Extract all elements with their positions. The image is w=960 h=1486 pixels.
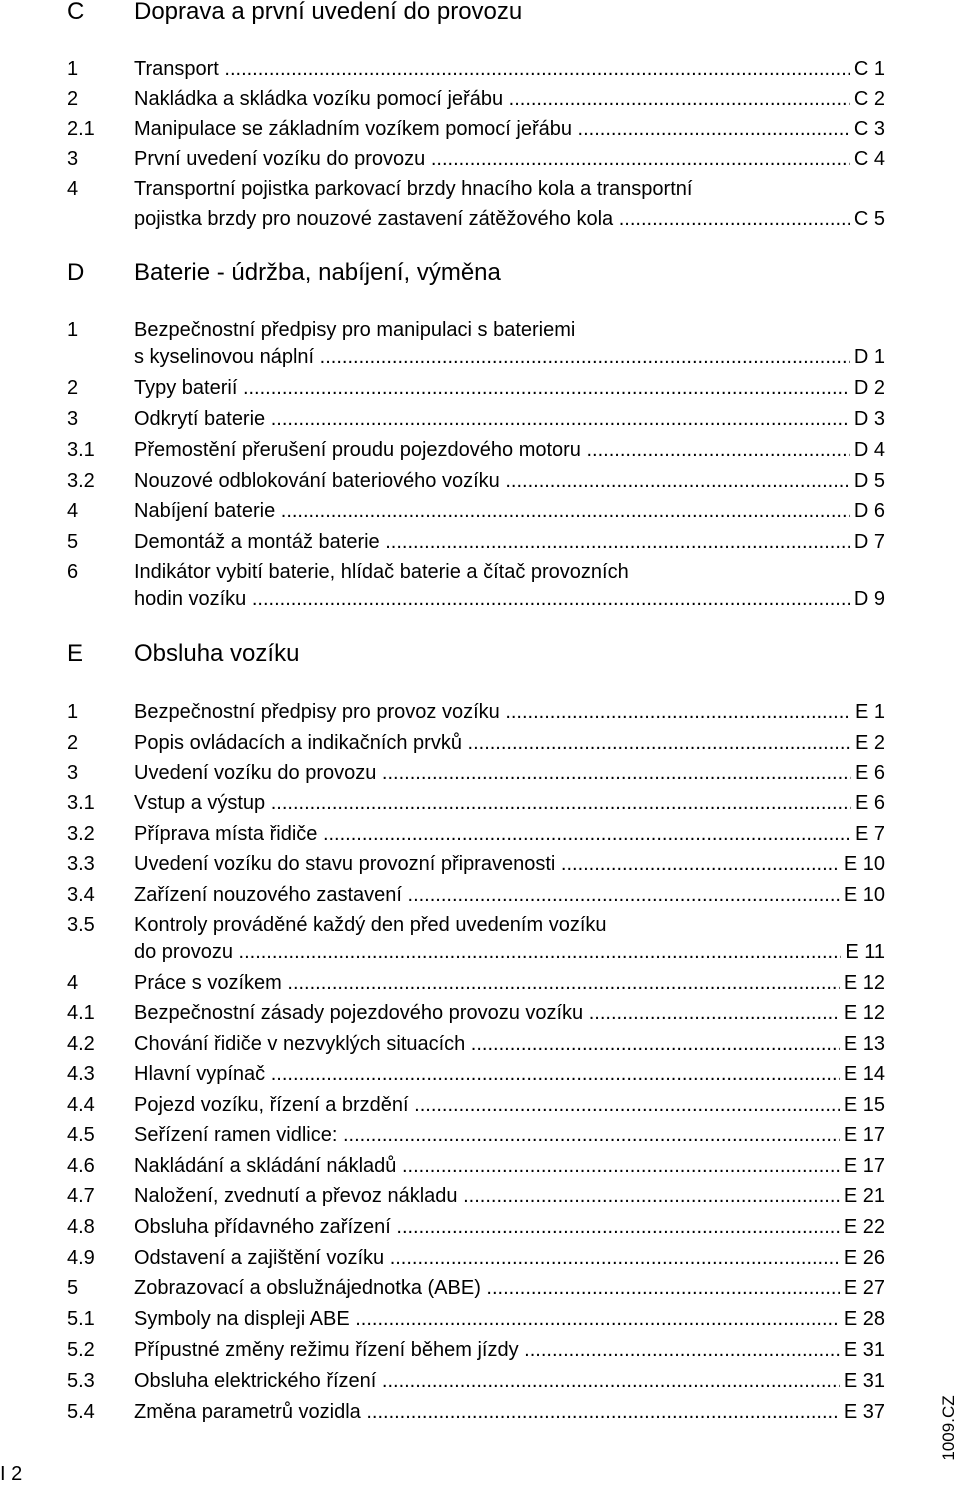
entry-title: Změna parametrů vozidla ..... [134, 1397, 885, 1427]
entry-number: 3.4 [67, 884, 95, 906]
entry-number: 3 [67, 148, 79, 170]
toc-entry[interactable] [0, 728, 960, 758]
toc-entry[interactable] [0, 84, 960, 114]
entry-page: E 7 [851, 819, 885, 849]
entry-title: Nouzové odblokování bateriového vozíku ..... [134, 466, 885, 496]
entry-number: 3 [67, 762, 79, 784]
entry-page: E 31 [840, 1335, 885, 1365]
toc-entry[interactable] [0, 697, 960, 727]
entry-title: Manipulace se základním vozíkem pomocí jeřábu ..... [134, 114, 885, 144]
toc-entry[interactable] [0, 1335, 960, 1365]
entry-title: Kontroly prováděné každý den před uvedením vozíku [134, 914, 607, 936]
entry-title: Transportní pojistka parkovací brzdy hnacího kola a transportní [134, 178, 693, 200]
entry-number: 4.6 [67, 1155, 95, 1177]
toc-entry[interactable] [0, 1212, 960, 1242]
toc-entry[interactable] [0, 557, 960, 587]
entry-title: První uvedení vozíku do provozu ..... [134, 144, 885, 174]
entry-page: D 1 [850, 342, 885, 372]
toc-entry[interactable] [0, 1059, 960, 1089]
toc-entry[interactable] [0, 758, 960, 788]
toc-entry-continuation[interactable] [0, 584, 960, 614]
entry-number: 2 [67, 88, 79, 110]
entry-page: E 28 [840, 1304, 885, 1334]
entry-title: Přemostění přerušení proudu pojezdového motoru ..... [134, 435, 885, 465]
entry-number: 1 [67, 701, 79, 723]
entry-page: D 9 [850, 584, 885, 614]
entry-page: E 21 [840, 1181, 885, 1211]
entry-page: E 10 [840, 849, 885, 879]
entry-page: E 6 [851, 788, 885, 818]
entry-page: E 37 [840, 1397, 885, 1427]
entry-number: 3 [67, 408, 79, 430]
section-letter: D [67, 259, 85, 286]
entry-number: 4.2 [67, 1033, 95, 1055]
entry-number: 5 [67, 1277, 79, 1299]
toc-entry[interactable] [0, 1090, 960, 1120]
entry-title: Pojezd vozíku, řízení a brzdění ..... [134, 1090, 885, 1120]
entry-number: 3.3 [67, 853, 95, 875]
entry-title: Zobrazovací a obslužnájednotka (ABE) ..... [134, 1273, 885, 1303]
entry-page: E 11 [841, 937, 885, 967]
entry-number: 3.2 [67, 823, 95, 845]
toc-entry[interactable] [0, 1181, 960, 1211]
entry-page: E 14 [840, 1059, 885, 1089]
entry-page: E 31 [840, 1366, 885, 1396]
entry-number: 5 [67, 531, 79, 553]
entry-title-continued: pojistka brzdy pro nouzové zastavení zátěžového kola ..... [134, 204, 885, 234]
entry-title-continued: s kyselinovou náplní ..... [134, 342, 885, 372]
entry-page: E 17 [840, 1120, 885, 1150]
toc-entry[interactable] [0, 373, 960, 403]
entry-number: 3.1 [67, 792, 95, 814]
toc-entry[interactable] [0, 1243, 960, 1273]
entry-page: C 2 [850, 84, 885, 114]
entry-title-continued: do provozu ..... [134, 937, 885, 967]
entry-title: Typy baterií ..... [134, 373, 885, 403]
entry-title: Práce s vozíkem ..... [134, 968, 885, 998]
toc-entry[interactable] [0, 1120, 960, 1150]
entry-title: Popis ovládacích a indikačních prvků ..... [134, 728, 885, 758]
entry-page: E 15 [840, 1090, 885, 1120]
entry-page: E 2 [851, 728, 885, 758]
entry-number: 2 [67, 732, 79, 754]
entry-number: 4.8 [67, 1216, 95, 1238]
section-title: Doprava a první uvedení do provozu [134, 0, 523, 25]
entry-number: 3.1 [67, 439, 95, 461]
toc-entry[interactable] [0, 527, 960, 557]
entry-title: Uvedení vozíku do provozu ..... [134, 758, 885, 788]
entry-title: Odstavení a zajištění vozíku ..... [134, 1243, 885, 1273]
entry-number: 5.4 [67, 1401, 95, 1423]
page-number: I 2 [0, 1463, 23, 1485]
entry-title: Obsluha elektrického řízení ..... [134, 1366, 885, 1396]
entry-number: 4.7 [67, 1185, 95, 1207]
toc-entry[interactable] [0, 1151, 960, 1181]
entry-page: C 5 [850, 204, 885, 234]
entry-number: 1 [67, 58, 79, 80]
entry-page: C 4 [850, 144, 885, 174]
entry-page: D 3 [850, 404, 885, 434]
toc-entry[interactable] [0, 1366, 960, 1396]
entry-title: Seřízení ramen vidlice: ..... [134, 1120, 885, 1150]
entry-page: C 3 [850, 114, 885, 144]
toc-entry-continuation[interactable] [0, 204, 960, 234]
entry-title: Bezpečnostní předpisy pro provoz vozíku ..... [134, 697, 885, 727]
entry-number: 5.1 [67, 1308, 95, 1330]
entry-number: 4 [67, 500, 79, 522]
entry-title: Hlavní vypínač ..... [134, 1059, 885, 1089]
entry-page: E 12 [840, 998, 885, 1028]
entry-title: Chování řidiče v nezvyklých situacích ..... [134, 1029, 885, 1059]
section-title: Obsluha vozíku [134, 640, 300, 667]
entry-title: Nabíjení baterie ..... [134, 496, 885, 526]
section-heading-d [0, 256, 960, 290]
entry-page: E 6 [851, 758, 885, 788]
entry-title: Transport ..... [134, 54, 885, 84]
entry-title: Naložení, zvednutí a převoz nákladu ..... [134, 1181, 885, 1211]
toc-entry[interactable] [0, 404, 960, 434]
entry-number: 4.9 [67, 1247, 95, 1269]
entry-number: 4.5 [67, 1124, 95, 1146]
toc-entry[interactable] [0, 114, 960, 144]
toc-entry[interactable] [0, 144, 960, 174]
toc-entry[interactable] [0, 315, 960, 345]
toc-entry[interactable] [0, 435, 960, 465]
toc-entry[interactable] [0, 496, 960, 526]
toc-entry[interactable] [0, 788, 960, 818]
entry-title-continued: hodin vozíku ..... [134, 584, 885, 614]
toc-entry[interactable] [0, 849, 960, 879]
entry-number: 4.4 [67, 1094, 95, 1116]
entry-number: 2 [67, 377, 79, 399]
entry-number: 4 [67, 972, 79, 994]
section-heading-c [0, 0, 960, 29]
entry-page: D 6 [850, 496, 885, 526]
entry-title: Uvedení vozíku do stavu provozní připravenosti ..... [134, 849, 885, 879]
entry-page: E 1 [851, 697, 885, 727]
toc-entry[interactable] [0, 968, 960, 998]
entry-number: 3.5 [67, 914, 95, 936]
document-code: 1009.CZ [939, 1395, 958, 1461]
entry-title: Symboly na displeji ABE ..... [134, 1304, 885, 1334]
toc-entry[interactable] [0, 819, 960, 849]
entry-title: Zařízení nouzového zastavení ..... [134, 880, 885, 910]
toc-entry[interactable] [0, 910, 960, 940]
entry-title: Indikátor vybití baterie, hlídač baterie a čítač provozních [134, 561, 629, 583]
entry-number: 6 [67, 561, 79, 583]
section-letter: E [67, 640, 84, 667]
entry-title: Obsluha přídavného zařízení ..... [134, 1212, 885, 1242]
entry-page: D 4 [850, 435, 885, 465]
entry-title: Bezpečnostní předpisy pro manipulaci s bateriemi [134, 319, 576, 341]
entry-page: D 5 [850, 466, 885, 496]
entry-title: Demontáž a montáž baterie ..... [134, 527, 885, 557]
entry-title: Odkrytí baterie ..... [134, 404, 885, 434]
entry-title: Nakládání a skládání nákladů ..... [134, 1151, 885, 1181]
entry-page: C 1 [850, 54, 885, 84]
toc-entry[interactable] [0, 54, 960, 84]
entry-page: D 7 [850, 527, 885, 557]
section-title: Baterie - údržba, nabíjení, výměna [134, 259, 501, 286]
entry-number: 4 [67, 178, 79, 200]
toc-entry[interactable] [0, 1029, 960, 1059]
entry-page: E 22 [840, 1212, 885, 1242]
toc-entry[interactable] [0, 466, 960, 496]
toc-entry[interactable] [0, 1397, 960, 1427]
entry-number: 1 [67, 319, 79, 341]
entry-number: 3.2 [67, 470, 95, 492]
entry-number: 5.2 [67, 1339, 95, 1361]
entry-page: D 2 [850, 373, 885, 403]
entry-page: E 12 [840, 968, 885, 998]
toc-entry[interactable] [0, 174, 960, 204]
toc-entry[interactable] [0, 1304, 960, 1334]
entry-number: 4.1 [67, 1002, 95, 1024]
entry-page: E 13 [840, 1029, 885, 1059]
entry-page: E 27 [840, 1273, 885, 1303]
toc-entry[interactable] [0, 880, 960, 910]
entry-number: 4.3 [67, 1063, 95, 1085]
entry-title: Přípustné změny režimu řízení během jízdy ..... [134, 1335, 885, 1365]
entry-page: E 17 [840, 1151, 885, 1181]
entry-title: Bezpečnostní zásady pojezdového provozu vozíku ..... [134, 998, 885, 1028]
entry-number: 2.1 [67, 118, 95, 140]
entry-title: Vstup a výstup ..... [134, 788, 885, 818]
section-heading-e [0, 637, 960, 671]
entry-page: E 26 [840, 1243, 885, 1273]
toc-entry-continuation[interactable] [0, 937, 960, 967]
toc-entry-continuation[interactable] [0, 342, 960, 372]
toc-entry[interactable] [0, 1273, 960, 1303]
toc-entry[interactable] [0, 998, 960, 1028]
entry-page: E 10 [840, 880, 885, 910]
entry-number: 5.3 [67, 1370, 95, 1392]
section-letter: C [67, 0, 85, 25]
entry-title: Nakládka a skládka vozíku pomocí jeřábu ..... [134, 84, 885, 114]
entry-title: Příprava místa řidiče ..... [134, 819, 885, 849]
